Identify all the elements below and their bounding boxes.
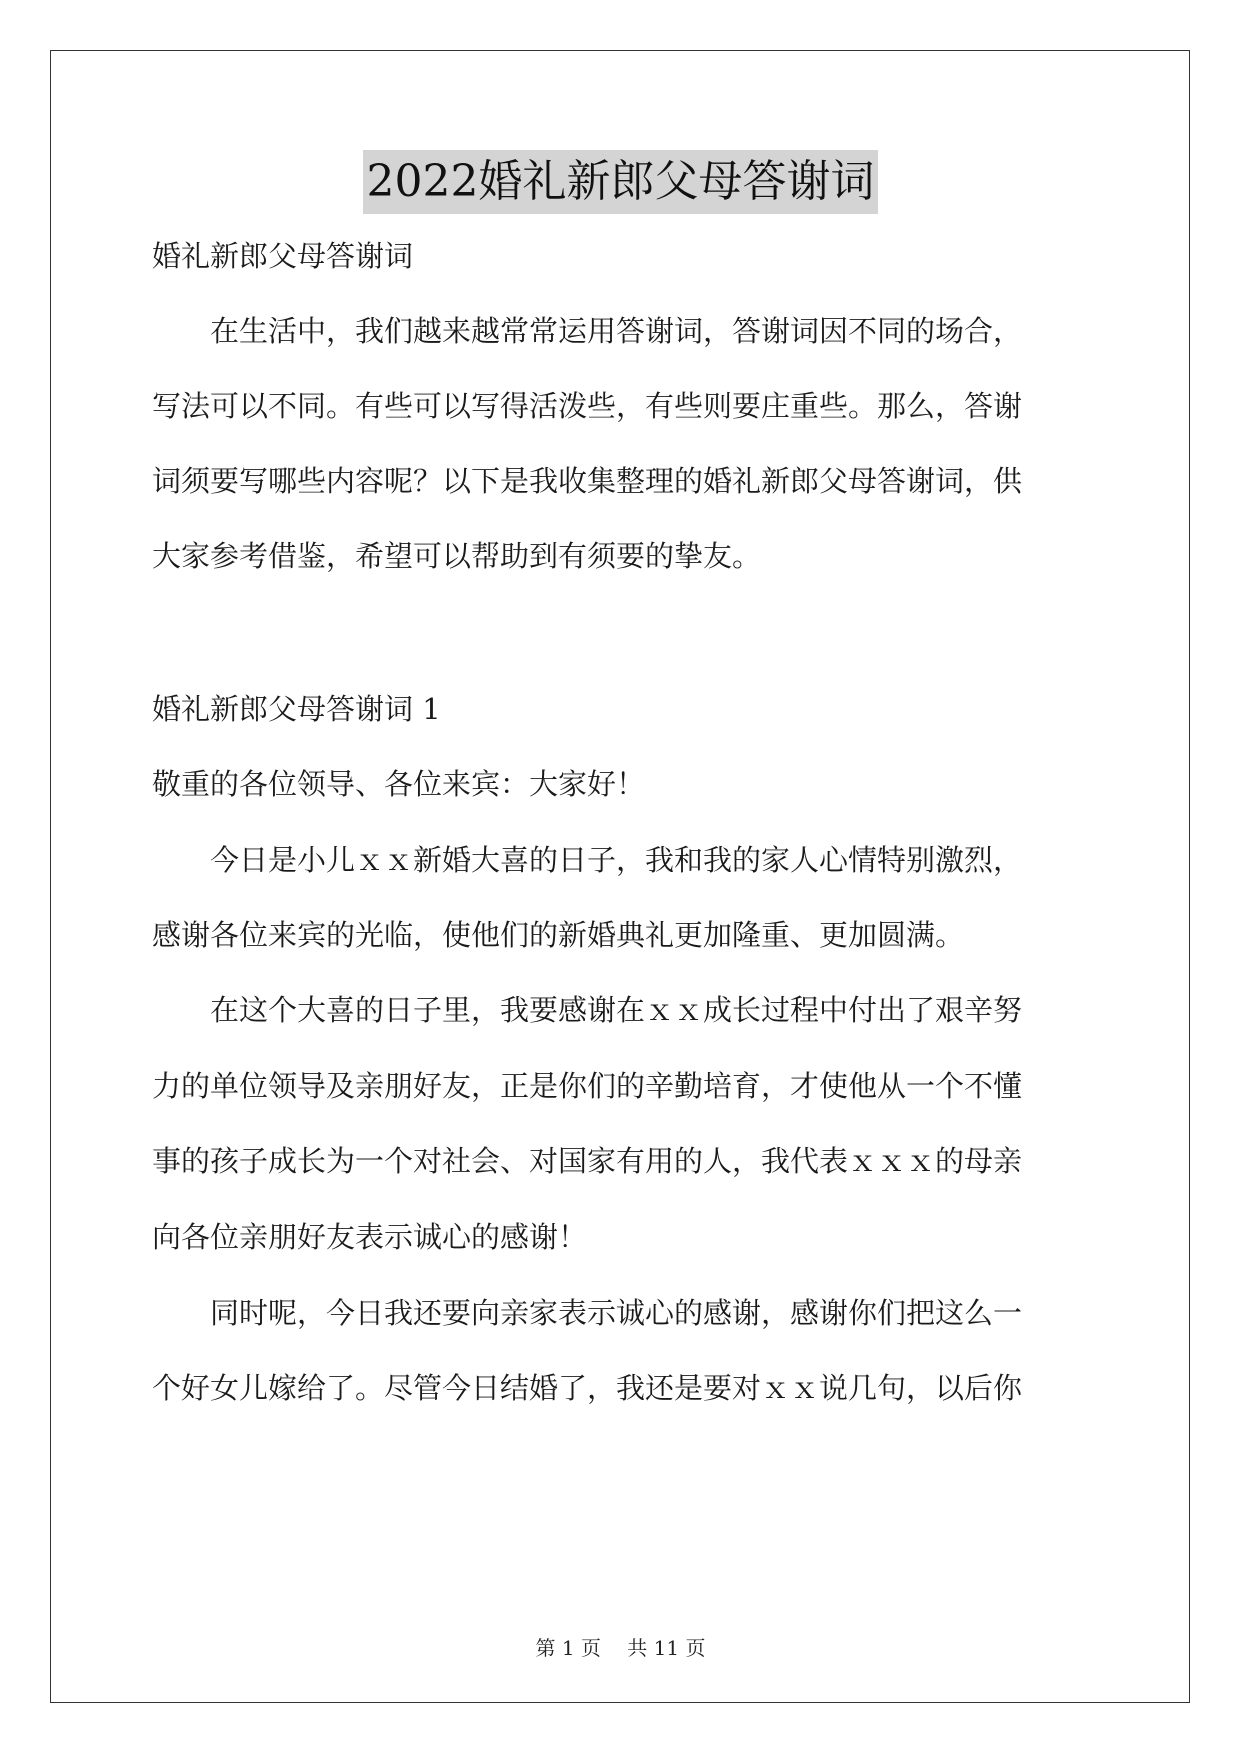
paragraph-line: 在生活中，我们越来越常常运用答谢词，答谢词因不同的场合， bbox=[152, 314, 1023, 348]
paragraph-line: 同时呢，今日我还要向亲家表示诚心的感谢，感谢你们把这么一 bbox=[152, 1296, 1023, 1330]
paragraph-line: 写法可以不同。有些可以写得活泼些，有些则要庄重些。那么，答谢 bbox=[152, 389, 1023, 423]
document-title: 2022婚礼新郎父母答谢词 bbox=[363, 150, 879, 214]
paragraph-line: 个好女儿嫁给了。尽管今日结婚了，我还是要对ｘｘ说几句，以后你 bbox=[152, 1371, 1023, 1405]
title-container bbox=[0, 150, 1241, 214]
paragraph-line: 力的单位领导及亲朋好友，正是你们的辛勤培育，才使他从一个不懂 bbox=[152, 1069, 1023, 1103]
section-heading: 婚礼新郎父母答谢词 1 bbox=[152, 692, 441, 726]
paragraph-line: 在这个大喜的日子里，我要感谢在ｘｘ成长过程中付出了艰辛努 bbox=[152, 993, 1023, 1027]
greeting-line: 敬重的各位领导、各位来宾：大家好！ bbox=[152, 767, 646, 801]
paragraph-line: 感谢各位来宾的光临，使他们的新婚典礼更加隆重、更加圆满。 bbox=[152, 918, 965, 952]
paragraph-line: 向各位亲朋好友表示诚心的感谢！ bbox=[152, 1220, 588, 1254]
subtitle: 婚礼新郎父母答谢词 bbox=[152, 239, 414, 273]
paragraph-line: 大家参考借鉴，希望可以帮助到有须要的挚友。 bbox=[152, 539, 762, 573]
page-footer: 第 1 页 共 11 页 bbox=[535, 1636, 706, 1660]
paragraph-line: 今日是小儿ｘｘ新婚大喜的日子，我和我的家人心情特别激烈， bbox=[152, 843, 1023, 877]
paragraph-line: 词须要写哪些内容呢？以下是我收集整理的婚礼新郎父母答谢词，供 bbox=[152, 464, 1023, 498]
paragraph-line: 事的孩子成长为一个对社会、对国家有用的人，我代表ｘｘｘ的母亲 bbox=[152, 1144, 1023, 1178]
